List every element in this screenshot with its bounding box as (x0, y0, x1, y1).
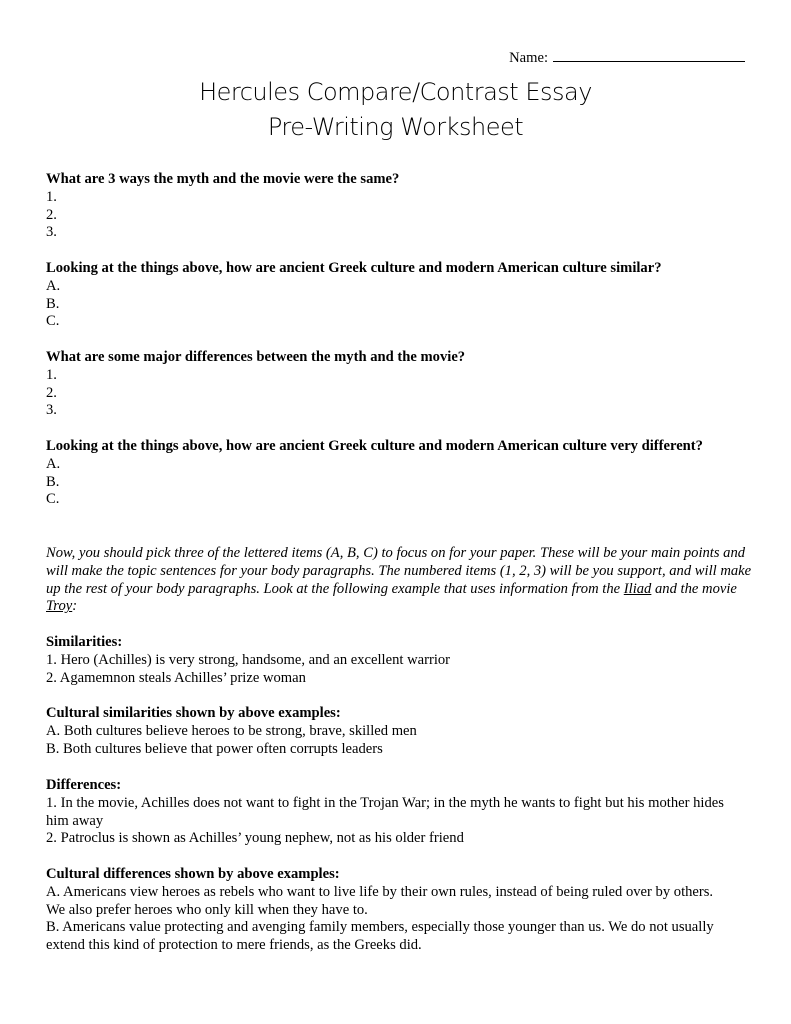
list-item: B. Both cultures believe that power often corrupts leaders (46, 740, 383, 757)
title-line-1: Hercules Compare/Contrast Essay (199, 78, 592, 106)
question-2 (46, 260, 746, 331)
answer-line[interactable]: B. (46, 295, 60, 312)
answer-line[interactable]: C. (46, 313, 60, 330)
question-text: What are some major differences between the myth and the movie? (46, 349, 466, 365)
question-text: Looking at the things above, how are ancient Greek culture and modern American culture similar? (46, 260, 662, 276)
section-heading: Cultural differences shown by above examples: (46, 866, 340, 882)
list-item: 1. Hero (Achilles) is very strong, handsome, and an excellent warrior (46, 651, 451, 668)
question-3 (46, 349, 746, 420)
answer-line[interactable]: 1. (46, 366, 57, 383)
answer-line[interactable]: 1. (46, 188, 57, 205)
name-blank-line[interactable] (553, 47, 745, 62)
answer-line[interactable]: 3. (46, 224, 57, 241)
answer-line[interactable]: B. (46, 473, 60, 490)
differences-section (46, 777, 746, 848)
cultural-similarities-section (46, 705, 746, 758)
name-label: Name: (509, 50, 548, 66)
answer-line[interactable]: C. (46, 491, 60, 508)
question-1 (46, 171, 746, 242)
movie-title: Troy (46, 598, 73, 615)
answer-line[interactable]: A. (46, 455, 61, 472)
answer-line[interactable]: A. (46, 277, 61, 294)
list-item: B. Americans value protecting and avenging family members, especially those younger than us. We do not usually extend this kind of protection to mere friends, as the Greeks did. (46, 919, 714, 954)
name-field[interactable] (509, 47, 745, 68)
list-item: 1. In the movie, Achilles does not want to fight in the Trojan War; in the myth he wants to fight but his mother hides him away (46, 794, 724, 829)
question-4 (46, 438, 706, 509)
answer-line[interactable]: 2. (46, 384, 57, 401)
similarities-section (46, 634, 746, 687)
list-item: A. Americans view heroes as rebels who want to live life by their own rules, instead of being ruled over by others. We also prefer heroes who only kill when they have to. (46, 883, 714, 918)
cultural-differences-section (46, 866, 726, 955)
section-heading: Cultural similarities shown by above examples: (46, 705, 341, 721)
section-heading: Similarities: (46, 634, 123, 650)
instructions-text: Now, you should pick three of the lettered items (A, B, C) to focus on for your paper. These will be your main points and will make the topic sentences for your body paragraphs. The numbered items (1, 2, 3) will be you support, and will make up the rest of your body paragraphs. Look at the following example that uses information from the (46, 545, 752, 597)
section-heading: Differences: (46, 777, 122, 793)
list-item: 2. Agamemnon steals Achilles’ prize woman (46, 669, 306, 686)
answer-line[interactable]: 2. (46, 206, 57, 223)
instructions-paragraph (46, 545, 758, 616)
question-text: Looking at the things above, how are ancient Greek culture and modern American culture very different? (46, 438, 703, 454)
answer-line[interactable]: 3. (46, 402, 57, 419)
instructions-text: and the movie (651, 580, 737, 597)
book-title: Iliad (623, 580, 652, 597)
title-line-2: Pre-Writing Worksheet (267, 113, 524, 141)
question-text: What are 3 ways the myth and the movie were the same? (46, 171, 400, 187)
instructions-text: : (72, 598, 78, 615)
list-item: 2. Patroclus is shown as Achilles’ young nephew, not as his older friend (46, 830, 464, 847)
list-item: A. Both cultures believe heroes to be strong, brave, skilled men (46, 722, 417, 739)
